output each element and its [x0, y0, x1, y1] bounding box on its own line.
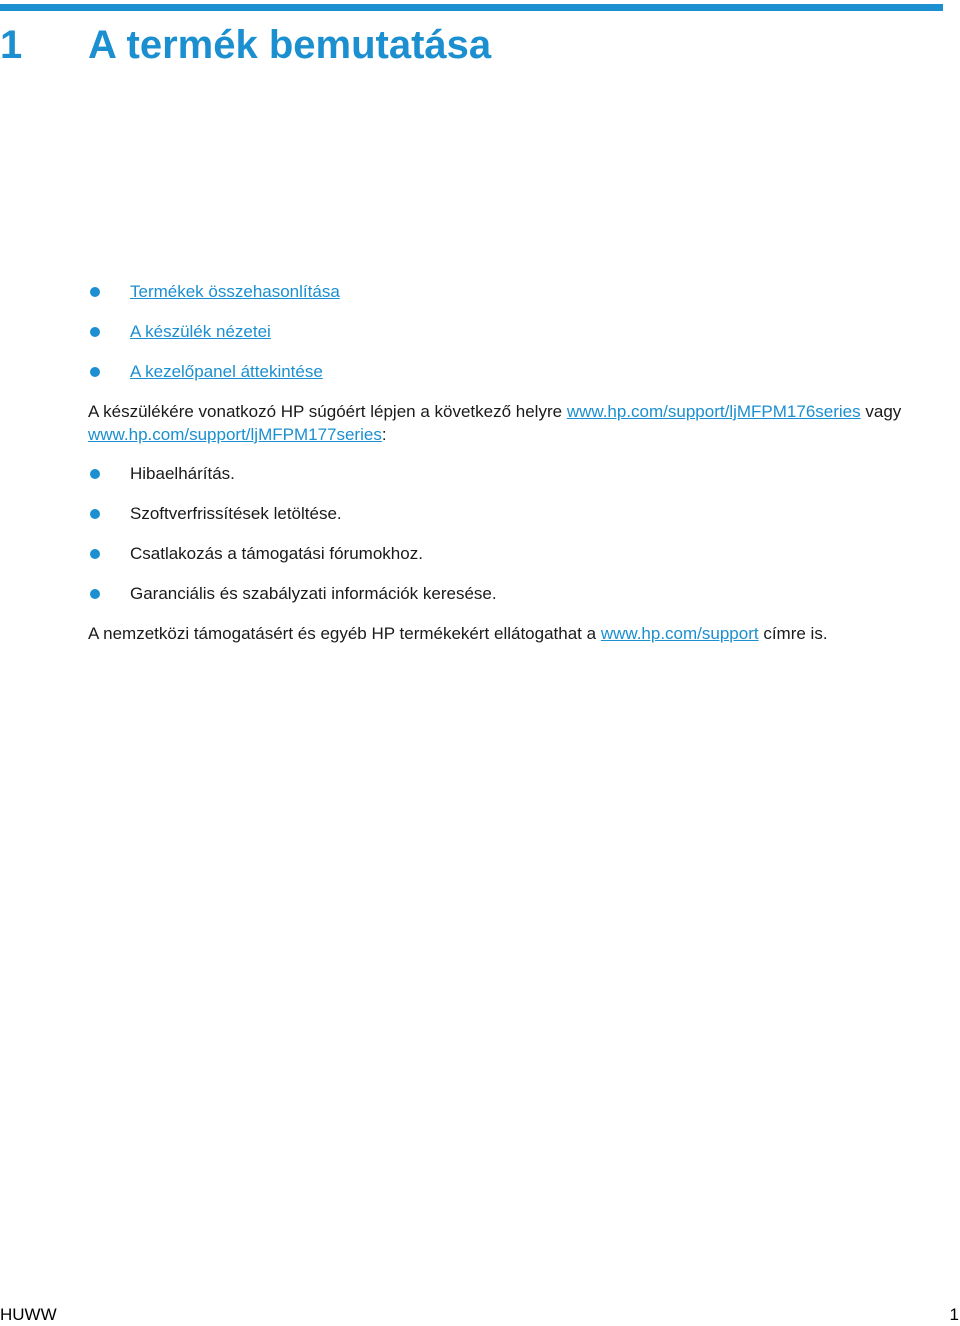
bullet-icon — [90, 367, 100, 377]
intl-text-after: címre is. — [758, 624, 828, 643]
toc-link-product-views[interactable]: A készülék nézetei — [130, 322, 271, 341]
help-text-middle: vagy — [860, 402, 902, 421]
help-item-support-forums: Csatlakozás a támogatási fórumokhoz. — [130, 544, 423, 563]
intl-text-before: A nemzetközi támogatásért és egyéb HP termékekért ellátogathat a — [88, 624, 601, 643]
bullet-icon — [90, 549, 100, 559]
chapter-number: 1 — [0, 23, 23, 67]
list-item — [88, 463, 497, 503]
chapter-toc-list — [88, 281, 340, 401]
chapter-title: A termék bemutatása — [88, 23, 492, 67]
toc-item — [88, 321, 340, 361]
help-item-troubleshooting: Hibaelhárítás. — [130, 464, 235, 483]
toc-item — [88, 361, 340, 401]
bullet-icon — [90, 469, 100, 479]
toc-link-control-panel[interactable]: A kezelőpanel áttekintése — [130, 362, 323, 381]
support-link-m176[interactable]: www.hp.com/support/ljMFPM176series — [566, 402, 861, 421]
bullet-icon — [90, 589, 100, 599]
list-item — [88, 583, 497, 623]
toc-item — [88, 281, 340, 321]
list-item — [88, 503, 497, 543]
toc-link-product-comparison[interactable]: Termékek összehasonlítása — [130, 282, 340, 301]
support-link-general[interactable]: www.hp.com/support — [600, 624, 759, 643]
international-support-paragraph — [88, 622, 948, 645]
list-item — [88, 543, 497, 583]
support-link-m177[interactable]: www.hp.com/support/ljMFPM177series — [88, 425, 382, 444]
help-item-software-updates: Szoftverfrissítések letöltése. — [130, 504, 342, 523]
header-rule — [0, 4, 943, 11]
help-paragraph — [88, 400, 948, 446]
footer-page-number: 1 — [949, 1305, 959, 1324]
bullet-icon — [90, 287, 100, 297]
help-item-warranty-info: Garanciális és szabályzati információk keresése. — [130, 584, 497, 603]
footer-doc-code: HUWW — [0, 1305, 57, 1324]
help-topics-list — [88, 463, 497, 623]
bullet-icon — [90, 327, 100, 337]
help-text-before: A készülékére vonatkozó HP súgóért lépjen a következő helyre — [88, 402, 567, 421]
bullet-icon — [90, 509, 100, 519]
help-text-after: : — [381, 425, 387, 444]
